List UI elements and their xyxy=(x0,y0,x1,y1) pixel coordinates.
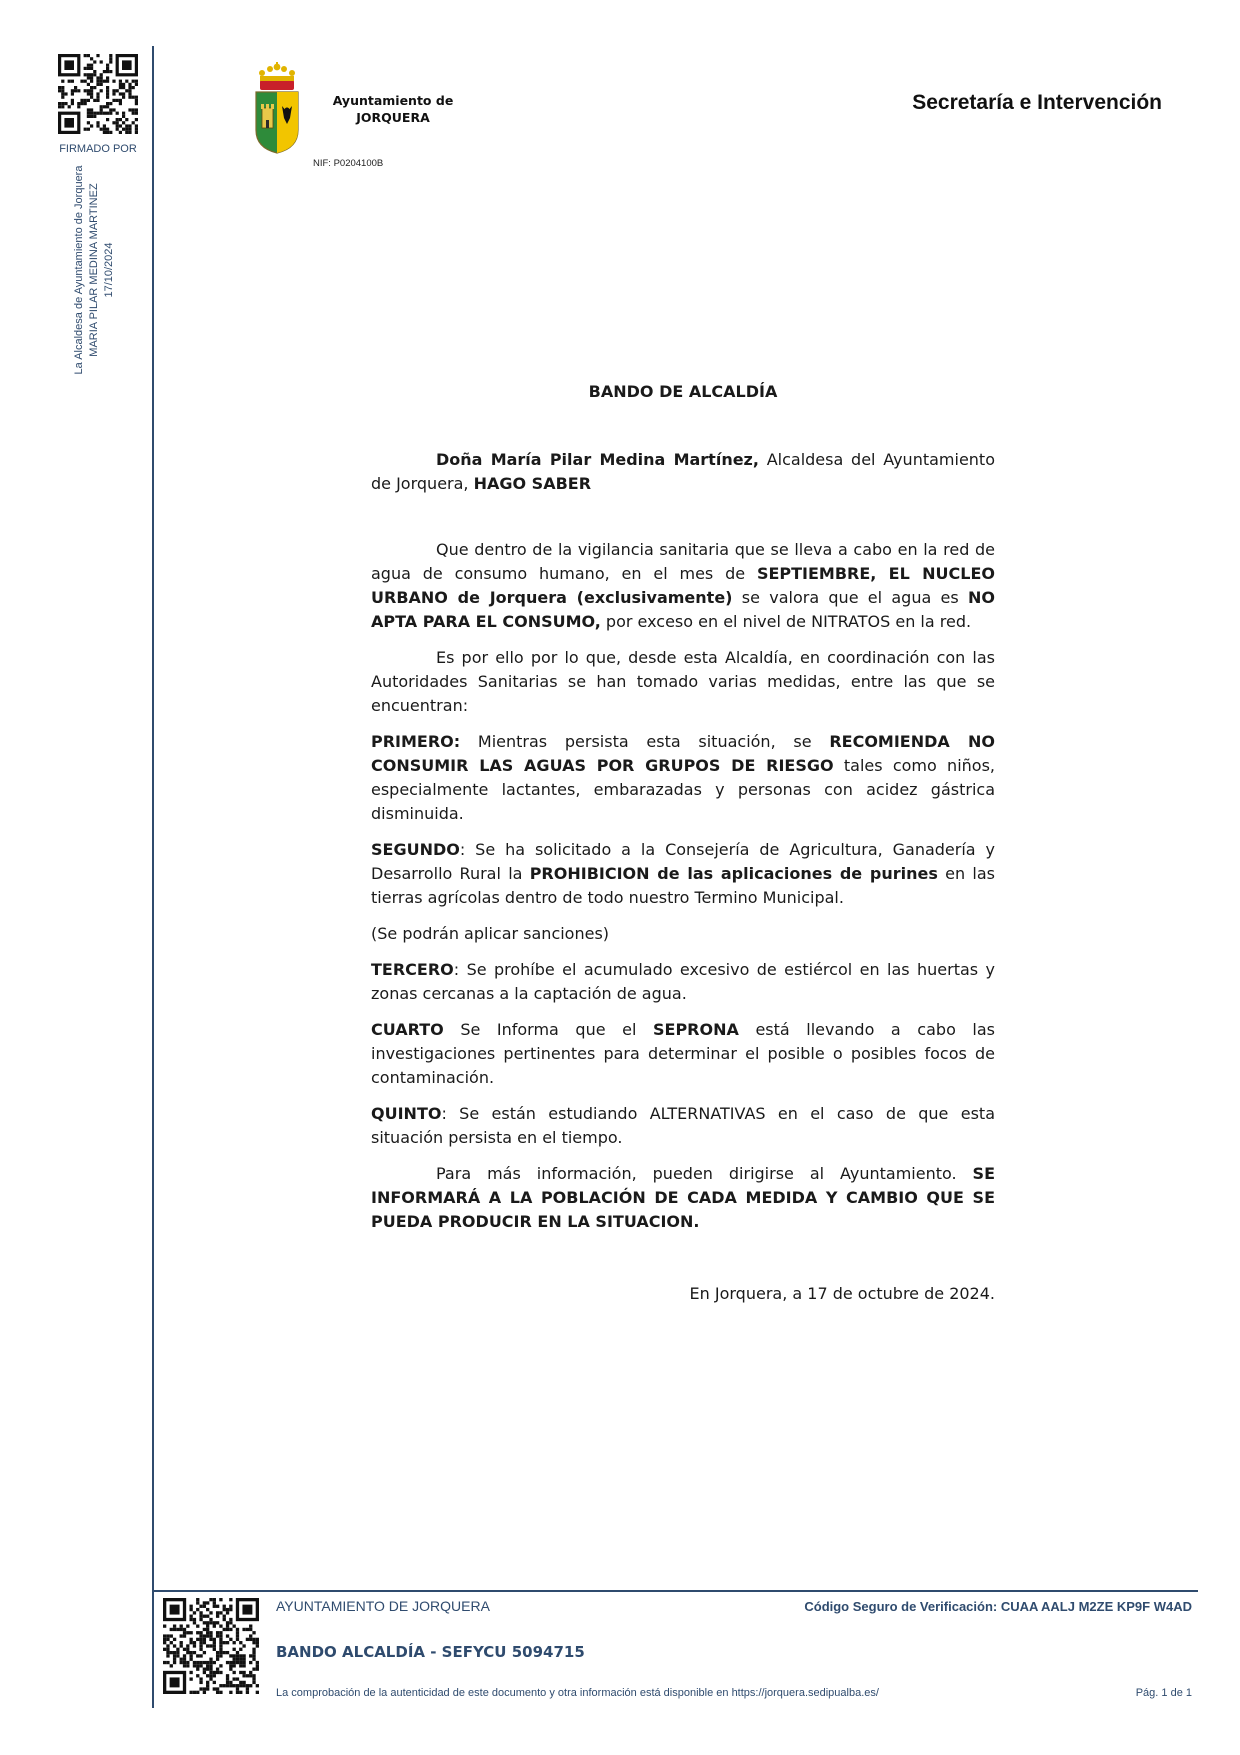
bold-text-run: HAGO SABER xyxy=(473,474,592,493)
bold-text-run: SEPRONA xyxy=(653,1020,739,1039)
bold-text-run: PROHIBICION de las aplicaciones de purines xyxy=(529,864,938,883)
paragraph-spacer xyxy=(371,508,995,538)
municipal-crest-logo xyxy=(252,62,302,154)
bold-text-run: Doña María Pilar Medina Martínez, xyxy=(436,450,759,469)
bold-text-run: NO APTA PARA EL CONSUMO, xyxy=(371,588,996,631)
signature-signer-role: La Alcaldesa de Ayuntamiento de Jorquera xyxy=(73,165,85,375)
text-run: en las tierras agrícolas dentro de todo nuestro Termino Municipal. xyxy=(371,864,995,907)
bold-text-run: SEPTIEMBRE, EL NUCLEO URBANO de Jorquera (exclusivamente) xyxy=(371,564,995,607)
text-run: : Se prohíbe el acumulado excesivo de estiércol en las huertas y zonas cercanas a la captación de agua. xyxy=(371,960,995,1003)
document-title: BANDO DE ALCALDÍA xyxy=(588,382,778,401)
text-run: tales como niños, especialmente lactantes, embarazadas y personas con acidez gástrica disminuida. xyxy=(371,756,995,823)
measure-segundo xyxy=(371,838,995,910)
text-run: Mientras persista esta situación, se xyxy=(460,732,830,751)
text-run: por exceso en el nivel de NITRATOS en la red. xyxy=(600,612,972,631)
footer-rule xyxy=(154,1590,1198,1592)
intro-paragraph xyxy=(371,448,995,496)
paragraph-vigilancia xyxy=(371,538,995,634)
paragraph-medidas xyxy=(371,646,995,718)
measure-tercero xyxy=(371,958,995,1006)
document-body xyxy=(371,380,995,1306)
text-run: : Se están estudiando ALTERNATIVAS en el caso de que esta situación persista en el tiempo. xyxy=(371,1104,995,1147)
text-run: Es por ello por lo que, desde esta Alcaldía, en coordinación con las Autoridades Sanitarias se han tomado varias medidas, entre las que se encuentran: xyxy=(371,648,995,715)
verification-code: Código Seguro de Verificación: CUAA AALJ M2ZE KP9F W4AD xyxy=(804,1599,1192,1614)
authenticity-note: La comprobación de la autenticidad de este documento y otra información está disponible en https://jorquera.sedipualba.es/ xyxy=(276,1687,879,1699)
department-title: Secretaría e Intervención xyxy=(912,91,1162,114)
text-run: Para más información, pueden dirigirse al Ayuntamiento. xyxy=(436,1164,973,1183)
bold-text-run: TERCERO xyxy=(371,960,454,979)
measure-quinto xyxy=(371,1102,995,1150)
text-run: está llevando a cabo las investigaciones pertinentes para determinar el posible o posibles focos de contaminación. xyxy=(371,1020,996,1087)
measure-cuarto xyxy=(371,1018,995,1090)
text-run: Que dentro de la vigilancia sanitaria que se lleva a cabo en la red de agua de consumo humano, en el mes de xyxy=(371,540,995,583)
signature-vertical-text xyxy=(72,140,117,400)
text-run: Alcaldesa del Ayuntamiento de Jorquera, xyxy=(371,450,995,493)
organization-name-line2: JORQUERA xyxy=(356,110,430,125)
signature-signer-name: MARIA PILAR MEDINA MARTINEZ xyxy=(88,183,100,357)
organization-name-line1: Ayuntamiento de xyxy=(332,93,454,108)
place-and-date: En Jorquera, a 17 de octubre de 2024. xyxy=(689,1284,995,1303)
bold-text-run: RECOMIENDA NO CONSUMIR LAS AGUAS POR GRUPOS DE RIESGO xyxy=(371,732,995,775)
signature-date: 17/10/2024 xyxy=(103,242,115,298)
signature-qr-code xyxy=(58,54,138,134)
text-run: Se Informa que el xyxy=(443,1020,653,1039)
sanciones-note: (Se podrán aplicar sanciones) xyxy=(371,924,610,943)
bold-text-run: SEGUNDO xyxy=(371,840,460,859)
left-margin-rule xyxy=(152,46,154,1708)
bold-text-run: SE INFORMARÁ A LA POBLACIÓN DE CADA MEDIDA Y CAMBIO QUE SE PUEDA PRODUCIR EN LA SITUACION. xyxy=(371,1164,995,1231)
verification-qr-code[interactable] xyxy=(163,1598,259,1694)
footer-organization: AYUNTAMIENTO DE JORQUERA xyxy=(276,1598,490,1614)
page-number: Pág. 1 de 1 xyxy=(1135,1687,1192,1699)
firmado-por-label: FIRMADO POR xyxy=(59,143,137,155)
nif-label: NIF: P0204100B xyxy=(313,158,384,169)
bold-text-run: QUINTO xyxy=(371,1104,442,1123)
bold-text-run: CUARTO xyxy=(371,1020,444,1039)
organization-name xyxy=(318,92,468,126)
measure-primero xyxy=(371,730,995,826)
closing-paragraph xyxy=(371,1162,995,1234)
bold-text-run: PRIMERO: xyxy=(371,732,461,751)
text-run: : Se ha solicitado a la Consejería de Agricultura, Ganadería y Desarrollo Rural la xyxy=(371,840,995,883)
footer-document-title: BANDO ALCALDÍA - SEFYCU 5094715 xyxy=(276,1643,585,1661)
text-run: se valora que el agua es xyxy=(732,588,969,607)
